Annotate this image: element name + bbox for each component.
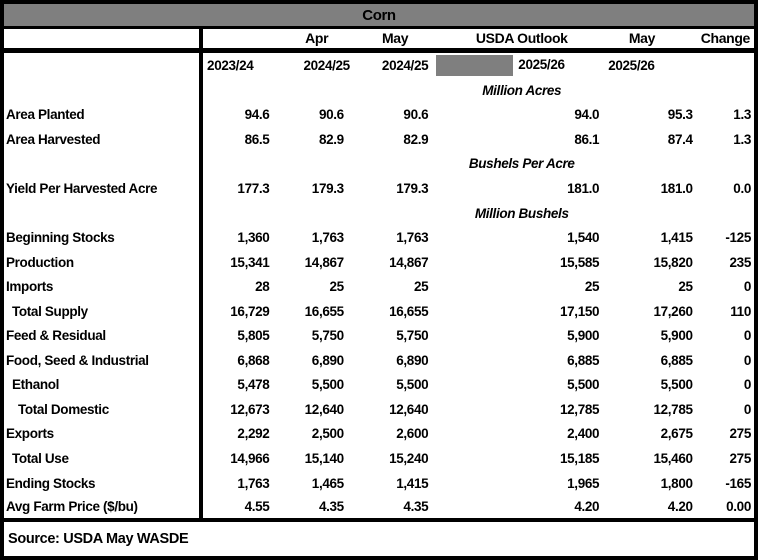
table-row (4, 225, 754, 250)
blank-cell (279, 78, 353, 103)
cell-value: 0 (743, 328, 751, 344)
cell-value: 1,763 (237, 475, 270, 491)
cell-value: 5,900 (660, 328, 693, 344)
cell-value: 86.5 (244, 131, 270, 147)
cell-value: 17,150 (559, 303, 600, 319)
cell-value: 5,500 (396, 377, 429, 393)
cell-value: -165 (725, 475, 751, 491)
row-label: Ending Stocks (4, 471, 201, 496)
cell-value: 86.1 (574, 131, 600, 147)
cell-value: 0 (743, 352, 751, 368)
balance-sheet-table (4, 29, 754, 522)
cell-value: 6,890 (311, 352, 344, 368)
cell-value: 17,260 (653, 303, 693, 319)
cell-value: 12,673 (230, 401, 270, 417)
cell-value: 12,785 (559, 401, 600, 417)
table-row (4, 274, 754, 299)
cell-value: 2,600 (396, 426, 429, 442)
cell-value: 1,965 (567, 475, 600, 491)
row-label: Food, Seed & Industrial (4, 348, 201, 373)
blank-cell (607, 152, 700, 177)
cell-value: 15,185 (559, 450, 600, 466)
table-row (4, 103, 754, 128)
cell-value: 1.3 (733, 107, 751, 123)
row-label: Ethanol (4, 373, 201, 398)
cell-value: 28 (255, 279, 270, 295)
table-row (4, 471, 754, 496)
row-label: Total Use (4, 446, 201, 471)
section-label: Million Acres (482, 82, 562, 98)
table-row (4, 127, 754, 152)
cell-value: 15,460 (653, 450, 693, 466)
cell-value: 181.0 (660, 180, 693, 196)
table-row (4, 397, 754, 422)
blank-cell (354, 201, 436, 226)
blank-cell (701, 201, 754, 226)
cell-value: 1,800 (660, 475, 693, 491)
section-label: Million Bushels (474, 205, 569, 221)
table-row (4, 422, 754, 447)
row-label (4, 78, 201, 103)
cell-value: 4.20 (436, 495, 607, 520)
cell-value: 5,500 (311, 377, 344, 393)
cell-value: 1,763 (396, 230, 429, 246)
cell-value: 275 (729, 426, 751, 442)
row-label: Exports (4, 422, 201, 447)
cell-value: 16,655 (389, 303, 429, 319)
col-header-may-new: May (607, 29, 700, 50)
section-label: Bushels Per Acre (468, 156, 575, 172)
cell-value: 181.0 (567, 180, 600, 196)
section-row (4, 78, 754, 103)
cell-value: 5,500 (567, 377, 600, 393)
year-may-2024-25: 2024/25 (381, 57, 429, 73)
cell-value: 15,585 (559, 254, 600, 270)
section-row (4, 152, 754, 177)
row-label (4, 201, 201, 226)
cell-value: 14,966 (230, 450, 270, 466)
cell-value: 1,763 (311, 230, 344, 246)
row-label: Production (4, 250, 201, 275)
cell-value: 4.20 (607, 495, 700, 520)
cell-value: 6,890 (396, 352, 429, 368)
row-label: Beginning Stocks (4, 225, 201, 250)
cell-value: 4.35 (279, 495, 353, 520)
cell-value: 5,500 (660, 377, 693, 393)
row-label: Feed & Residual (4, 323, 201, 348)
cell-value: 6,885 (660, 352, 693, 368)
cell-value: 1.3 (733, 131, 751, 147)
cell-value: 235 (729, 254, 751, 270)
cell-value: 0 (743, 279, 751, 295)
cell-value: 16,655 (304, 303, 344, 319)
cell-value: 15,140 (304, 450, 344, 466)
year-2023-24: 2023/24 (207, 57, 254, 73)
year-apr-2024-25: 2024/25 (303, 57, 350, 73)
cell-value: 5,900 (567, 328, 600, 344)
cell-value: 6,868 (237, 352, 270, 368)
cell-value: 0.00 (701, 495, 754, 520)
col-header-apr: Apr (279, 29, 353, 50)
row-label: Area Harvested (4, 127, 201, 152)
corner-cell (4, 50, 201, 78)
cell-value: 90.6 (318, 107, 344, 123)
blank-period-cell (201, 29, 279, 50)
cell-value: 179.3 (396, 180, 429, 196)
cell-value: 1,540 (567, 230, 600, 246)
cell-value: 5,805 (237, 328, 270, 344)
cell-value: 90.6 (403, 107, 429, 123)
cell-value: 4.55 (201, 495, 279, 520)
cell-value: 14,867 (304, 254, 344, 270)
cell-value: 2,400 (567, 426, 600, 442)
cell-value: 4.35 (354, 495, 436, 520)
cell-value: 15,240 (389, 450, 429, 466)
cell-value: 2,500 (311, 426, 344, 442)
cell-value: 2,675 (660, 426, 693, 442)
blank-cell (279, 152, 353, 177)
row-label: Area Planted (4, 103, 201, 128)
blank-cell (201, 152, 279, 177)
cell-value: 110 (730, 303, 751, 319)
cell-value: 25 (329, 279, 344, 295)
cell-value: 87.4 (667, 131, 693, 147)
row-label: Total Domestic (4, 397, 201, 422)
source-note: Source: USDA May WASDE (8, 530, 189, 547)
table-row (4, 299, 754, 324)
year-may-2025-26: 2025/26 (608, 57, 655, 73)
cell-value: 0.0 (733, 180, 751, 196)
cell-value: 5,750 (311, 328, 344, 344)
row-label: Avg Farm Price ($/bu) (4, 495, 201, 520)
blank-cell (354, 152, 436, 177)
period-header-row (4, 29, 754, 50)
cell-value: 177.3 (237, 180, 270, 196)
cell-value: 94.6 (244, 107, 270, 123)
year-outlook-label: 2025/26 (518, 56, 565, 72)
cell-value: 5,478 (237, 377, 270, 393)
cell-value: 1,415 (660, 230, 693, 246)
col-header-may: May (354, 29, 436, 50)
col-header-change: Change (701, 29, 754, 50)
row-label (4, 152, 201, 177)
cell-value: 0 (743, 401, 751, 417)
year-header-row (4, 50, 754, 78)
row-label: Imports (4, 274, 201, 299)
blank-cell (201, 201, 279, 226)
cell-value: 1,360 (237, 230, 270, 246)
cell-value: 12,640 (389, 401, 429, 417)
year-outlook-2025-26 (436, 50, 607, 78)
blank-cell (607, 201, 700, 226)
cell-value: 82.9 (403, 131, 429, 147)
cell-value: 1,465 (311, 475, 344, 491)
table-row (4, 348, 754, 373)
corner-cell (4, 29, 201, 50)
blank-cell (201, 78, 279, 103)
cell-value: 25 (584, 279, 600, 295)
table-title: Corn (4, 4, 754, 29)
cell-value: 16,729 (230, 303, 270, 319)
cell-value: 14,867 (389, 254, 429, 270)
col-header-usda-outlook: USDA Outlook (436, 29, 607, 50)
cell-value: 25 (413, 279, 429, 295)
blank-year-cell (701, 50, 754, 78)
table-row (4, 373, 754, 398)
blank-cell (607, 78, 700, 103)
blank-cell (354, 78, 436, 103)
table-row (4, 250, 754, 275)
table-body (4, 78, 754, 520)
cell-value: 179.3 (311, 180, 344, 196)
cell-value: 94.0 (574, 107, 600, 123)
cell-value: 6,885 (567, 352, 600, 368)
row-label: Yield Per Harvested Acre (4, 176, 201, 201)
table-row (4, 495, 754, 520)
section-row (4, 201, 754, 226)
blank-cell (279, 201, 353, 226)
cell-value: -125 (725, 230, 751, 246)
table-row (4, 176, 754, 201)
blank-cell (701, 78, 754, 103)
redacted-box (436, 55, 513, 76)
cell-value: 12,785 (653, 401, 693, 417)
cell-value: 2,292 (237, 426, 270, 442)
blank-cell (701, 152, 754, 177)
cell-value: 1,415 (396, 475, 429, 491)
cell-value: 15,820 (653, 254, 693, 270)
table-row (4, 323, 754, 348)
cell-value: 12,640 (304, 401, 344, 417)
cell-value: 95.3 (667, 107, 693, 123)
cell-value: 15,341 (230, 254, 270, 270)
cell-value: 25 (678, 279, 693, 295)
cell-value: 5,750 (396, 328, 429, 344)
row-label: Total Supply (4, 299, 201, 324)
cell-value: 275 (729, 450, 751, 466)
table-row (4, 446, 754, 471)
cell-value: 0 (743, 377, 751, 393)
cell-value: 82.9 (318, 131, 344, 147)
